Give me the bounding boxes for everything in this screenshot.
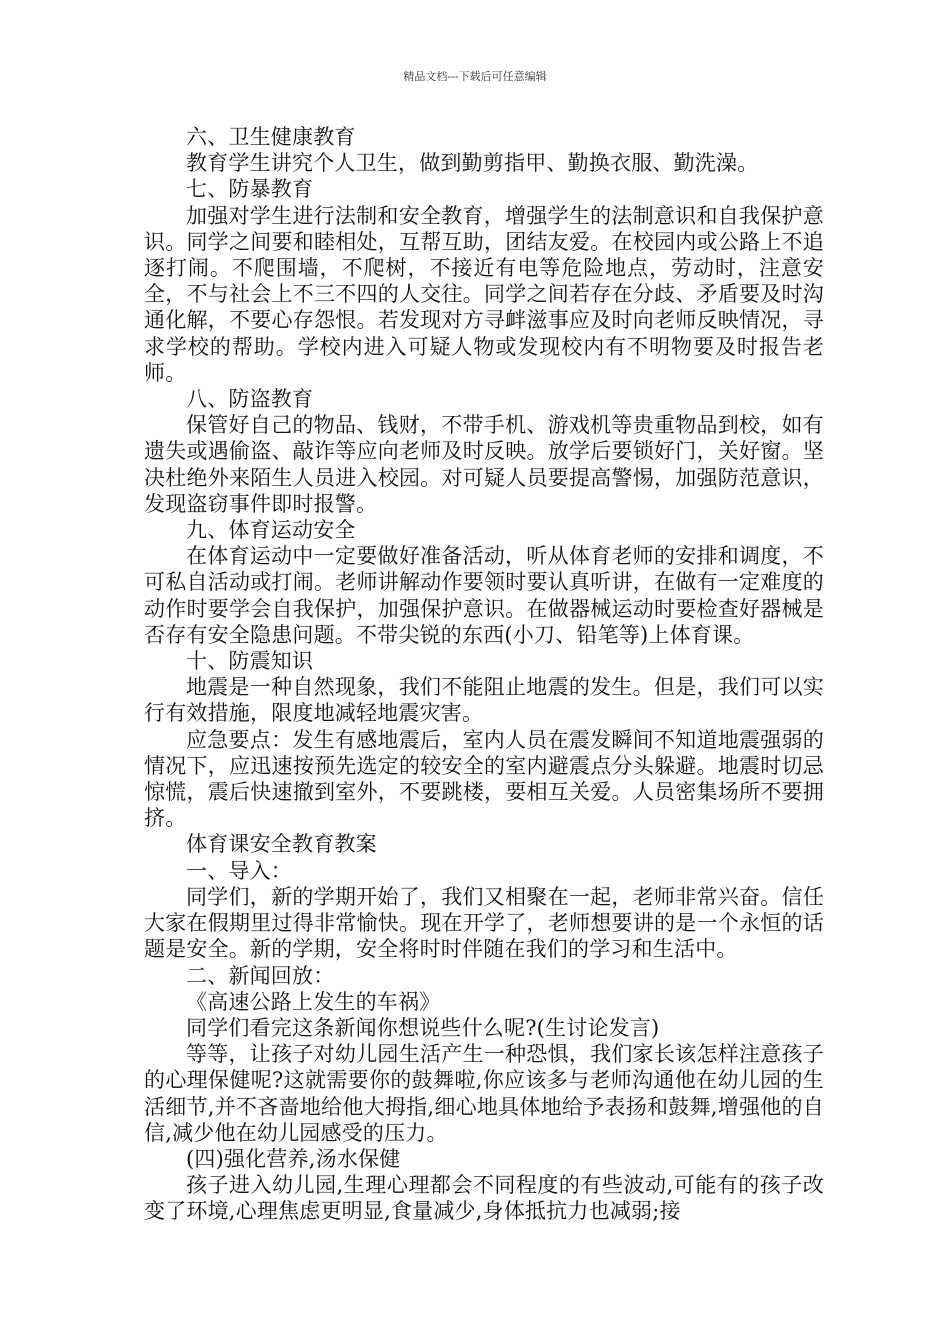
paragraph-hygiene: 教育学生讲究个人卫生，做到勤剪指甲、勤换衣服、勤洗澡。 xyxy=(186,151,759,176)
news-title: 《高速公路上发生的车祸》 xyxy=(186,989,441,1014)
paragraph-anti-theft: 保管好自己的物品、钱财，不带手机、游戏机等贵重物品到校，如有遗失或遇偷盗、敲诈等应向老师及时反映。放学后要锁好门，关好窗。坚决杜绝外来陌生人员进入校园。对可疑人员要提高警惕，加强防范意识，发现盗窃事件即时报警。 xyxy=(144,413,824,516)
paragraph-earthquake-emergency: 应急要点：发生有感地震后，室内人员在震发瞬间不知道地震强弱的情况下，应迅速按预先选定的较安全的室内避震点分头躲避。地震时切忌惊慌，震后快速撤到室外，不要跳楼，要相互关爱。人员密集场所不要拥挤。 xyxy=(144,727,824,831)
lesson-plan-title: 体育课安全教育教案 xyxy=(186,832,377,857)
section-heading-earthquake: 十、防震知识 xyxy=(186,649,314,674)
paragraph-sports-safety: 在体育运动中一定要做好准备活动，听从体育老师的安排和调度，不可私自活动或打闹。老师讲解动作要领时要认真听讲，在做有一定难度的动作时要学会自我保护，加强保护意识。在做器械运动时要检查好器械是否存有安全隐患问题。不带尖锐的东西(小刀、铅笔等)上体育课。 xyxy=(144,544,824,647)
section-heading-anti-violence: 七、防暴教育 xyxy=(186,177,314,202)
section-heading-anti-theft: 八、防盗教育 xyxy=(186,387,314,412)
paragraph-earthquake-intro: 地震是一种自然现象，我们不能阻止地震的发生。但是，我们可以实行有效措施，限度地减轻地震灾害。 xyxy=(144,675,824,726)
paragraph-intro: 同学们，新的学期开始了，我们又相聚在一起，老师非常兴奋。信任大家在假期里过得非常愉快。现在开学了，老师想要讲的是一个永恒的话题是安全。新的学期，安全将时时伴随在我们的学习和生活中。 xyxy=(144,884,824,962)
section-heading-news-replay: 二、新闻回放： xyxy=(186,963,335,988)
paragraph-kindergarten-psychology: 等等，让孩子对幼儿园生活产生一种恐惧，我们家长该怎样注意孩子的心理保健呢?这就需要你的鼓舞啦,你应该多与老师沟通他在幼儿园的生活细节,并不吝啬地给他大拇指,细心地具体地给予表扬和鼓舞,增强他的自信,减少他在幼儿园感受的压力。 xyxy=(144,1042,824,1145)
section-heading-nutrition: (四)强化营养,汤水保健 xyxy=(186,1146,401,1171)
page-header: 精品文档---下载后可任意编辑 xyxy=(403,70,547,83)
section-heading-intro: 一、导入： xyxy=(186,858,292,883)
document-body xyxy=(144,124,824,1225)
section-heading-hygiene: 六、卫生健康教育 xyxy=(186,125,356,149)
paragraph-anti-violence: 加强对学生进行法制和安全教育，增强学生的法制意识和自我保护意识。同学之间要和睦相处，互帮互助，团结友爱。在校园内或公路上不追逐打闹。不爬围墙，不爬树，不接近有电等危险地点，劳动时，注意安全，不与社会上不三不四的人交往。同学之间若存在分歧、矛盾要及时沟通化解，不要心存怨恨。若发现对方寻衅滋事应及时向老师反映情况，寻求学校的帮助。学校内进入可疑人物或发现校内有不明物要及时报告老师。 xyxy=(144,203,824,385)
section-heading-sports-safety: 九、体育运动安全 xyxy=(186,518,356,543)
paragraph-nutrition: 孩子进入幼儿园,生理心理都会不同程度的有些波动,可能有的孩子改变了环境,心理焦虑更明显,食量减少,身体抵抗力也减弱;接 xyxy=(144,1173,824,1224)
paragraph-news-discussion: 同学们看完这条新闻你想说些什么呢?(生讨论发言) xyxy=(186,1015,660,1040)
